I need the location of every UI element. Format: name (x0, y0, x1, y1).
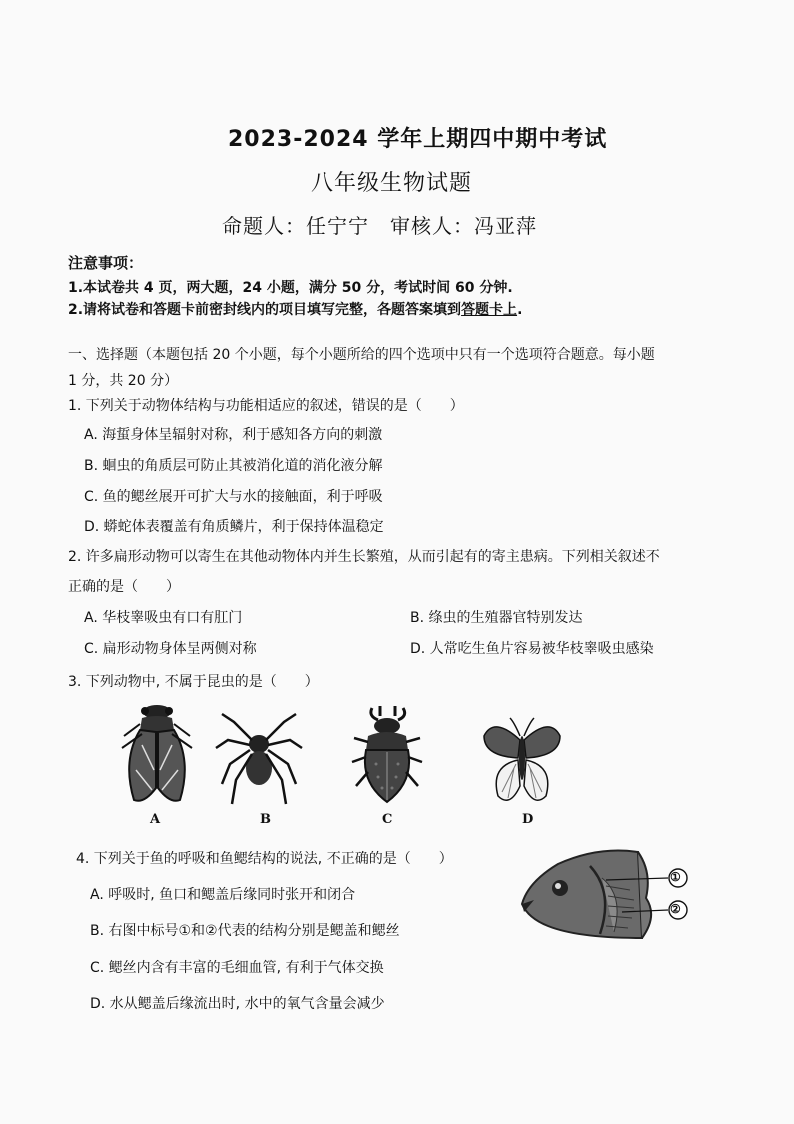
q4-option-c: C. 鳃丝内含有丰富的毛细血管, 有利于气体交换 (90, 960, 384, 976)
q2-option-a: A. 华枝睾吸虫有口有肛门 (84, 610, 243, 626)
fish-marker-2: ② (670, 902, 681, 916)
q1-option-d: D. 蟒蛇体表覆盖有角质鳞片，利于保持体温稳定 (84, 519, 384, 535)
q3-stem: 3. 下列动物中, 不属于昆虫的是（ ） (68, 674, 319, 690)
section1-instruction-line1: 一、选择题（本题包括 20 个小题，每个小题所给的四个选项中只有一个选项符合题意。每小题 (68, 347, 655, 363)
notes-item-2-end: . (517, 302, 523, 318)
section1-instruction-line2: 1 分，共 20 分） (68, 373, 179, 389)
q2-stem-line2: 正确的是（ ） (68, 579, 180, 595)
q4-option-b: B. 右图中标号①和②代表的结构分别是鳃盖和鳃丝 (90, 923, 400, 939)
q2-stem-line1: 2. 许多扁形动物可以寄生在其他动物体内并生长繁殖，从而引起有的寄主患病。下列相关叙述不 (68, 549, 660, 565)
q4-option-a: A. 呼吸时, 鱼口和鳃盖后缘同时张开和闭合 (90, 887, 356, 903)
q1-stem: 1. 下列关于动物体结构与功能相适应的叙述，错误的是（ ） (68, 398, 464, 414)
cicada-image (112, 700, 202, 810)
q4-stem: 4. 下列关于鱼的呼吸和鱼鳃结构的说法, 不正确的是（ ） (76, 851, 453, 867)
butterfly-image (480, 716, 565, 811)
q3-label-d: D (522, 812, 534, 827)
q2-option-c: C. 扁形动物身体呈两侧对称 (84, 641, 257, 657)
exam-authors: 命题人：任宁宁 审核人：冯亚萍 (222, 214, 537, 238)
q3-label-b: B (260, 812, 271, 827)
exam-subtitle: 八年级生物试题 (311, 171, 473, 196)
spider-image (214, 712, 304, 807)
notes-item-2 (68, 299, 522, 319)
q1-option-c: C. 鱼的鳃丝展开可扩大与水的接触面，利于呼吸 (84, 489, 383, 505)
notes-heading: 注意事项： (68, 254, 144, 272)
answer-card-link: 答题卡上 (461, 302, 518, 318)
q1-option-b: B. 蛔虫的角质层可防止其被消化道的消化液分解 (84, 458, 383, 474)
q3-label-c: C (382, 812, 393, 827)
q3-label-a: A (150, 812, 161, 827)
q2-option-d: D. 人常吃生鱼片容易被华枝睾吸虫感染 (410, 641, 654, 657)
exam-title: 2023-2024 学年上期四中期中考试 (228, 127, 608, 152)
q2-option-b: B. 绦虫的生殖器官特别发达 (410, 610, 583, 626)
fish-marker-1: ① (670, 870, 681, 884)
notes-item-2-text: 2.请将试卷和答题卡前密封线内的项目填写完整，各题答案填到 (68, 302, 462, 318)
notes-item-1: 1.本试卷共 4 页，两大题，24 小题，满分 50 分，考试时间 60 分钟. (68, 280, 513, 296)
fish-gill-image (518, 842, 698, 942)
q1-option-a: A. 海蜇身体呈辐射对称，利于感知各方向的刺激 (84, 427, 383, 443)
beetle-image (350, 702, 425, 807)
q4-option-d: D. 水从鳃盖后缘流出时, 水中的氧气含量会减少 (90, 996, 385, 1012)
